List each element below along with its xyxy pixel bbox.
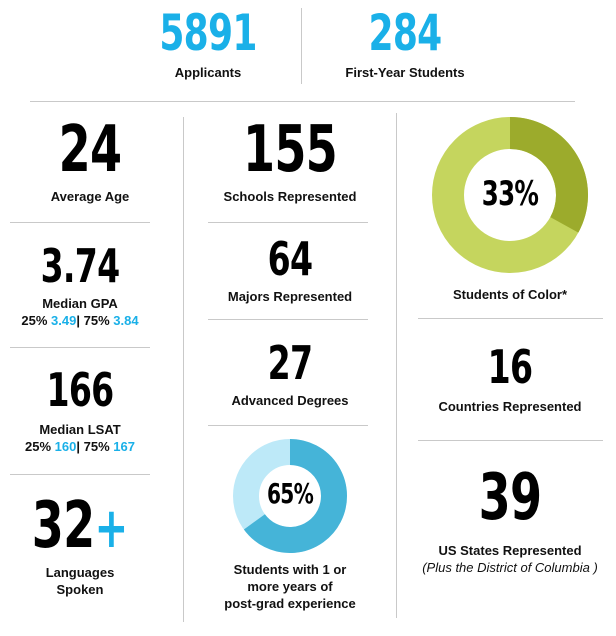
gpa-p75-value: 3.84 xyxy=(113,313,139,328)
degrees-value: 27 xyxy=(267,336,313,390)
applicants-value: 5891 xyxy=(159,4,257,62)
experience-donut xyxy=(232,438,348,554)
average-age-stat xyxy=(10,113,170,205)
countries-label: Countries Represented xyxy=(438,399,582,414)
col2-separator-2 xyxy=(208,319,368,320)
median-gpa-value: 3.74 xyxy=(40,239,120,293)
states-value: 39 xyxy=(478,461,542,535)
column-divider-left xyxy=(183,117,184,622)
col1-separator-3 xyxy=(10,474,150,475)
median-lsat-stat xyxy=(0,363,160,456)
degrees-label: Advanced Degrees xyxy=(231,393,349,408)
languages-stat xyxy=(0,489,160,598)
languages-plus: + xyxy=(94,496,129,561)
lsat-p75-label: 75% xyxy=(83,439,110,454)
top-separator xyxy=(30,101,575,102)
countries-value: 16 xyxy=(487,340,533,394)
gpa-p75-label: 75% xyxy=(83,313,110,328)
median-gpa-label: Median GPA xyxy=(42,296,118,311)
experience-label-line3: post-grad experience xyxy=(224,596,356,611)
majors-value: 64 xyxy=(267,232,313,286)
first-year-value: 284 xyxy=(368,4,442,62)
applicants-label: Applicants xyxy=(174,65,242,80)
color-donut xyxy=(432,117,588,273)
col2-separator-1 xyxy=(208,222,368,223)
first-year-label: First-Year Students xyxy=(345,65,465,80)
col3-separator-2 xyxy=(418,440,603,441)
lsat-p25-label: 25% xyxy=(25,439,52,454)
countries-stat xyxy=(410,340,610,415)
gpa-percentiles xyxy=(21,313,138,328)
schools-label: Schools Represented xyxy=(223,189,357,204)
majors-stat xyxy=(200,232,380,305)
column-divider-right xyxy=(396,113,397,618)
col1-separator-2 xyxy=(10,347,150,348)
gpa-separator: | xyxy=(76,313,80,328)
states-note: (Plus the District of Columbia ) xyxy=(422,560,598,575)
experience-label-line2: more years of xyxy=(247,579,333,594)
languages-value-row xyxy=(22,489,137,563)
states-label: US States Represented xyxy=(438,543,582,558)
first-year-stat xyxy=(305,4,505,81)
gpa-p25-value: 3.49 xyxy=(51,313,77,328)
schools-value: 155 xyxy=(242,113,338,187)
average-age-label: Average Age xyxy=(50,189,130,204)
lsat-p25-value: 160 xyxy=(54,439,77,454)
languages-label-line2: Spoken xyxy=(56,582,104,597)
experience-value: 65% xyxy=(266,477,314,510)
lsat-separator: | xyxy=(76,439,80,454)
color-label-text: Students of Color* xyxy=(452,287,568,302)
median-gpa-stat xyxy=(0,239,160,330)
lsat-p75-value: 167 xyxy=(113,439,135,454)
schools-stat xyxy=(200,113,380,205)
experience-label-line1: Students with 1 or xyxy=(233,562,347,577)
col2-separator-3 xyxy=(208,425,368,426)
degrees-stat xyxy=(200,336,380,409)
average-age-value: 24 xyxy=(58,113,122,187)
median-lsat-label: Median LSAT xyxy=(39,422,121,437)
applicants-stat xyxy=(108,4,308,81)
languages-label-line1: Languages xyxy=(45,565,115,580)
majors-label: Majors Represented xyxy=(227,289,353,304)
experience-label xyxy=(200,561,380,612)
languages-value: 32 xyxy=(31,489,95,563)
median-lsat-value: 166 xyxy=(46,363,114,417)
lsat-percentiles xyxy=(25,439,135,454)
col1-separator-1 xyxy=(10,222,150,223)
gpa-p25-label: 25% xyxy=(21,313,48,328)
color-value: 33% xyxy=(481,174,539,214)
states-stat xyxy=(410,461,610,576)
top-divider xyxy=(301,8,302,84)
color-label xyxy=(410,286,610,303)
col3-separator-1 xyxy=(418,318,603,319)
